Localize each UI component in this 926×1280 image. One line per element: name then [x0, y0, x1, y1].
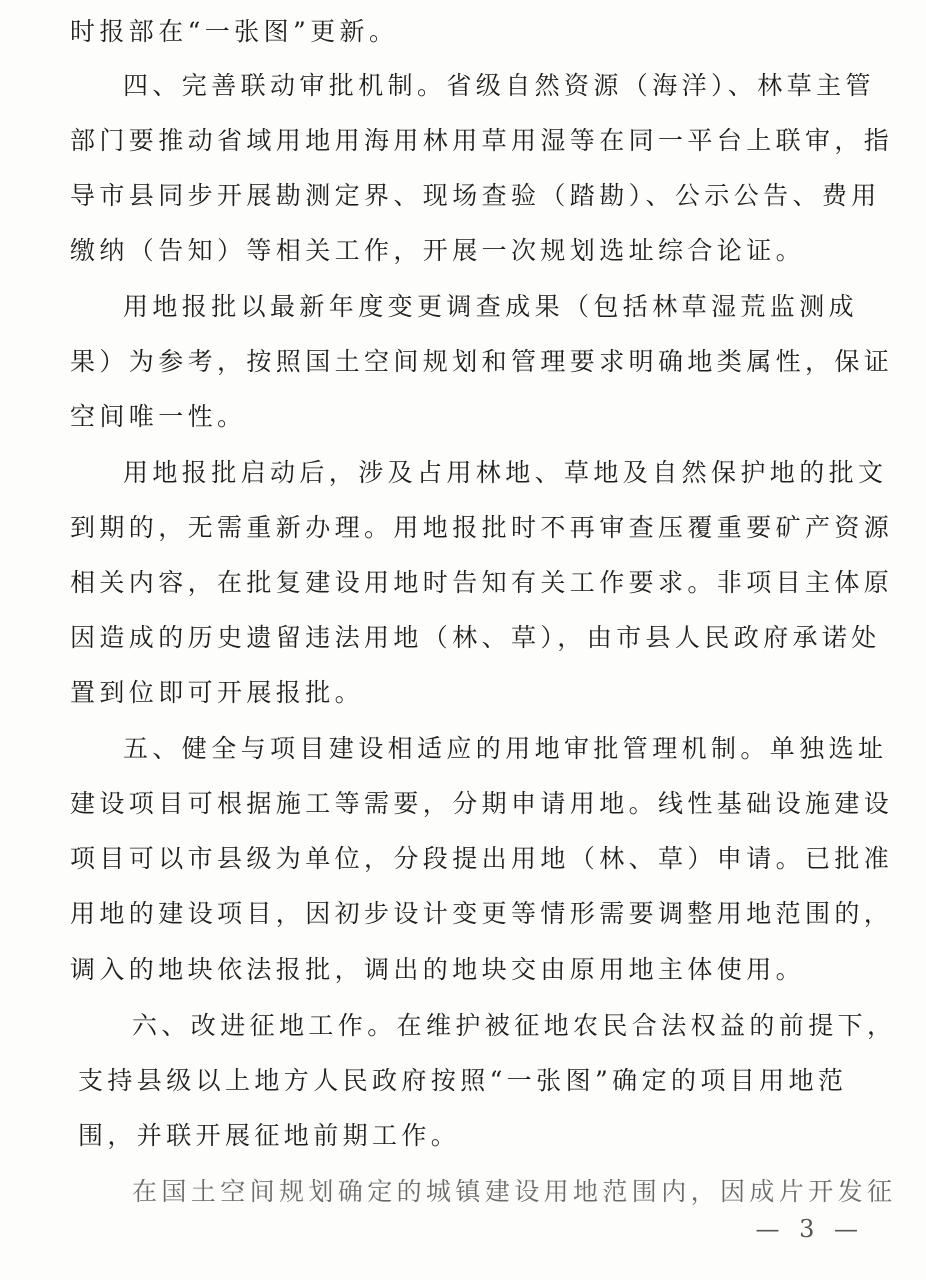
text-line: 时报部在“一张图”更新。	[70, 17, 399, 46]
text-line: 调入的地块依法报批，调出的地块交由原用地主体使用。	[70, 955, 806, 984]
section-heading: 四、完善联动审批机制。省级自然资源（海洋）、林草主管	[123, 71, 875, 100]
text-line: 部门要推动省域用地用海用林用草用湿等在同一平台上联审，指	[70, 126, 894, 155]
text-line: 置到位即可开展报批。	[70, 678, 365, 707]
text-line: 导市县同步开展勘测定界、现场查验（踏勘）、公示公告、费用	[70, 181, 881, 210]
text-line: 相关内容，在批复建设用地时告知有关工作要求。非项目主体原	[70, 568, 894, 597]
text-line: 项目可以市县级为单位，分段提出用地（林、草）申请。已批准	[70, 844, 894, 873]
text-line: 用地的建设项目，因初步设计变更等情形需要调整用地范围的，	[70, 899, 894, 928]
text-line: 因造成的历史遗留违法用地（林、草），由市县人民政府承诺处	[70, 623, 881, 652]
paragraph-first-line: 在国土空间规划确定的城镇建设用地范围内，因成片开发征	[132, 1177, 897, 1206]
section-heading: 五、健全与项目建设相适应的用地审批管理机制。单独选址	[123, 734, 888, 763]
text-line: 果）为参考，按照国土空间规划和管理要求明确地类属性，保证	[70, 347, 894, 376]
section-heading: 六、改进征地工作。在维护被征地农民合法权益的前提下，	[132, 1011, 897, 1040]
paragraph-first-line: 用地报批启动后，涉及占用林地、草地及自然保护地的批文	[123, 458, 888, 487]
text-line: 到期的，无需重新办理。用地报批时不再审查压覆重要矿产资源	[70, 513, 894, 542]
page-number: — 3 —	[755, 1215, 864, 1243]
text-line: 空间唯一性。	[70, 402, 247, 431]
paragraph-first-line: 用地报批以最新年度变更调查成果（包括林草湿荒监测成	[123, 292, 859, 321]
text-line: 缴纳（告知）等相关工作，开展一次规划选址综合论证。	[70, 236, 806, 265]
text-line: 围，并联开展征地前期工作。	[78, 1121, 461, 1150]
text-line: 支持县级以上地方人民政府按照“一张图”确定的项目用地范	[78, 1066, 848, 1095]
text-line: 建设项目可根据施工等需要，分期申请用地。线性基础设施建设	[70, 789, 894, 818]
